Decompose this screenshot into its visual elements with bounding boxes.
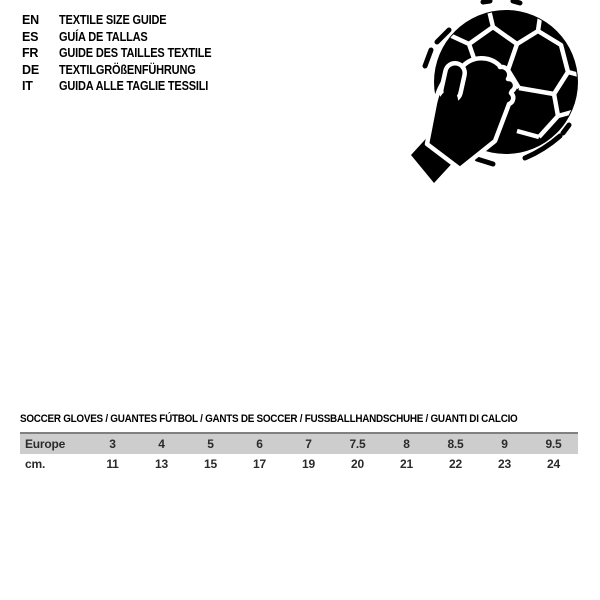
table-row-europe bbox=[20, 434, 578, 454]
language-row bbox=[22, 12, 232, 29]
cm-value: 22 bbox=[449, 457, 462, 471]
language-label: GUÍA DE TALLAS bbox=[59, 29, 148, 44]
cm-value: 21 bbox=[400, 457, 413, 471]
size-value: 5 bbox=[207, 437, 214, 451]
size-value: 6 bbox=[256, 437, 263, 451]
size-value: 8.5 bbox=[447, 437, 464, 451]
language-guide-list bbox=[22, 12, 232, 95]
cm-value: 11 bbox=[106, 457, 119, 471]
language-code: ES bbox=[22, 29, 39, 44]
cm-value: 17 bbox=[253, 457, 266, 471]
language-label: GUIDA ALLE TAGLIE TESSILI bbox=[59, 79, 209, 94]
size-table bbox=[20, 432, 578, 474]
soccer-ball-glove-svg bbox=[405, 0, 600, 195]
language-label: TEXTILE SIZE GUIDE bbox=[59, 13, 167, 28]
language-code: IT bbox=[22, 79, 33, 94]
goalkeeper-glove-soccer-ball-icon bbox=[405, 0, 600, 195]
size-value: 8 bbox=[403, 437, 410, 451]
size-table-block bbox=[20, 413, 578, 474]
row-label: Europe bbox=[25, 437, 66, 451]
size-value: 7.5 bbox=[349, 437, 366, 451]
table-title: SOCCER GLOVES / GUANTES FÚTBOL / GANTS DE SOCCER / FUSSBALLHANDSCHUHE / GUANTI DI CALCIO bbox=[20, 413, 518, 425]
cm-value: 15 bbox=[204, 457, 217, 471]
size-value: 9.5 bbox=[545, 437, 562, 451]
language-label: GUIDE DES TAILLES TEXTILE bbox=[59, 46, 212, 61]
size-value: 4 bbox=[158, 437, 165, 451]
language-row bbox=[22, 45, 232, 62]
cm-value: 24 bbox=[547, 457, 560, 471]
language-row bbox=[22, 62, 232, 79]
size-value: 9 bbox=[501, 437, 508, 451]
table-row-cm bbox=[20, 454, 578, 474]
glove-thumb bbox=[440, 73, 458, 109]
language-code: FR bbox=[22, 46, 39, 61]
language-code: DE bbox=[22, 62, 39, 77]
language-row bbox=[22, 29, 232, 46]
language-label: TEXTILGRÖßENFÜHRUNG bbox=[59, 62, 196, 77]
language-row bbox=[22, 78, 232, 95]
language-code: EN bbox=[22, 13, 39, 28]
cm-value: 20 bbox=[351, 457, 364, 471]
cm-value: 13 bbox=[155, 457, 168, 471]
row-label: cm. bbox=[25, 457, 46, 471]
size-value: 7 bbox=[305, 437, 312, 451]
cm-value: 23 bbox=[498, 457, 511, 471]
size-value: 3 bbox=[109, 437, 116, 451]
cm-value: 19 bbox=[302, 457, 315, 471]
